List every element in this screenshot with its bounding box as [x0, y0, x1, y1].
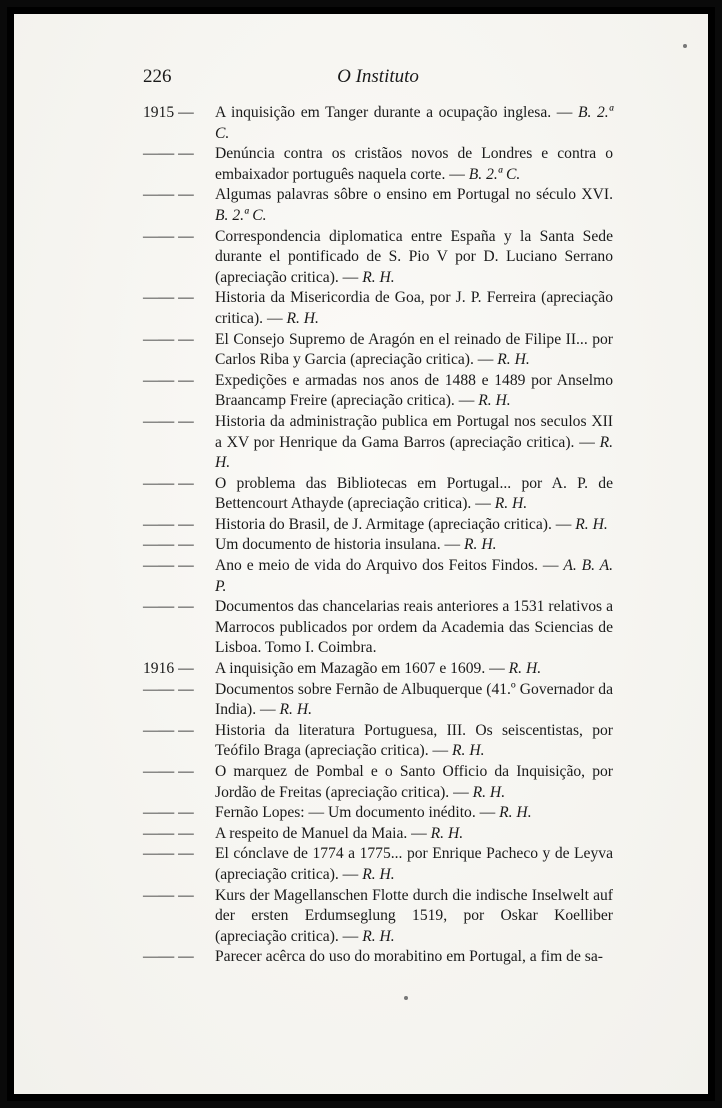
bibliography-entry	[143, 803, 613, 824]
entry-year-dash: —— —	[143, 227, 194, 245]
entry-year-dash: —— —	[143, 557, 194, 575]
entry-title: Documentos sobre Fernão de Albuquerque (41.º Governador da India). —	[215, 680, 613, 719]
page-number: 226	[143, 66, 172, 87]
entry-year-dash: —— —	[143, 886, 194, 904]
entry-year-dash: —— —	[143, 948, 194, 966]
entry-reviewer: R. H.	[215, 433, 613, 472]
entry-reviewer: R. H.	[478, 392, 511, 410]
paper-speck	[683, 44, 687, 48]
entry-title: Fernão Lopes: — Um documento inédito. —	[215, 804, 500, 822]
entry-title: Historia da Misericordia de Goa, por J. P. Ferreira (apreciação critica). —	[215, 289, 613, 327]
bibliography-entry	[143, 844, 613, 885]
entry-year-dash: 1915 —	[143, 104, 194, 121]
entry-title: Ano e meio de vida do Arquivo dos Feitos Findos. —	[215, 557, 564, 575]
entry-reviewer: R. H.	[499, 804, 532, 822]
entry-title: O problema das Bibliotecas em Portugal... por A. P. de Bettencourt Athayde (apreciação critica). —	[215, 474, 613, 513]
entry-year-dash: —— —	[143, 680, 194, 698]
page-header	[143, 66, 613, 90]
bibliography-entry	[143, 886, 613, 948]
bibliography-list	[143, 103, 613, 968]
entry-title: El Consejo Supremo de Aragón en el reinado de Filipe II... por Carlos Riba y Garcia (apreciação critica). —	[215, 330, 613, 369]
bibliography-entry	[143, 824, 613, 845]
entry-year-dash: —— —	[143, 515, 194, 533]
bibliography-entry	[143, 103, 613, 144]
bibliography-entry	[143, 515, 613, 536]
entry-year-dash: —— —	[143, 474, 194, 492]
bibliography-entry	[143, 556, 613, 597]
entry-year-dash: —— —	[143, 845, 194, 863]
running-title: O Instituto	[337, 66, 419, 87]
paper-speck	[404, 996, 408, 1000]
bibliography-entry	[143, 227, 613, 289]
entry-reviewer: R. H.	[472, 783, 506, 801]
bibliography-entry	[143, 412, 613, 474]
entry-title: Algumas palavras sôbre o ensino em Portugal no século XVI.	[215, 186, 613, 204]
entry-year-dash: —— —	[143, 145, 194, 163]
bibliography-entry	[143, 288, 613, 329]
entry-year-dash: 1916 —	[143, 660, 194, 678]
entry-title: Parecer acêrca do uso do morabitino em Portugal, a fim de sa-	[215, 948, 603, 966]
entry-title: Historia da administração publica em Portugal nos seculos XII a XV por Henrique da Gama Barros (apreciação critica). —	[215, 412, 613, 451]
entry-title: A inquisição em Tanger durante a ocupação inglesa. —	[215, 104, 578, 121]
bibliography-entry	[143, 535, 613, 556]
entry-title: Documentos das chancelarias reais anteriores a 1531 relativos a Marrocos publicados por ordem da Academia das Sciencias de Lisboa. Tomo I. Coimbra.	[215, 598, 613, 657]
entry-reviewer: R. H.	[362, 268, 395, 286]
entry-reviewer: R. H.	[494, 495, 528, 513]
entry-title: El cónclave de 1774 a 1775... por Enrique Pacheco y de Leyva (apreciação critica). —	[215, 845, 613, 883]
entry-year-dash: —— —	[143, 371, 194, 389]
entry-reviewer: R. H.	[464, 536, 497, 554]
entry-title: Correspondencia diplomatica entre España y la Santa Sede durante el pontificado de S. Pio V por D. Luciano Serrano (apreciação critica). —	[215, 227, 613, 286]
bibliography-entry	[143, 371, 613, 412]
entry-title: Expedições e armadas nos anos de 1488 e 1489 por Anselmo Braancamp Freire (apreciação critica). —	[215, 371, 613, 410]
entry-reviewer: B. 2.ª C.	[215, 206, 267, 224]
entry-reviewer: R. H.	[508, 660, 542, 678]
bibliography-entry	[143, 721, 613, 762]
bibliography-entry	[143, 597, 613, 659]
bibliography-entry	[143, 144, 613, 185]
bibliography-entry	[143, 659, 613, 680]
entry-year-dash: —— —	[143, 186, 194, 204]
entry-year-dash: —— —	[143, 330, 194, 348]
entry-reviewer: R. H.	[497, 351, 530, 369]
entry-reviewer: R. H.	[452, 742, 485, 760]
entry-title: Historia da literatura Portuguesa, III. Os seiscentistas, por Teófilo Braga (apreciação critica). —	[215, 721, 613, 760]
entry-title: Kurs der Magellanschen Flotte durch die indische Inselwelt auf der ersten Erdumseglung 1519, por Oskar Koelliber (apreciação critica). —	[215, 886, 613, 945]
entry-reviewer: R. H.	[362, 927, 395, 945]
entry-year-dash: —— —	[143, 763, 194, 780]
entry-title: Um documento de historia insulana. —	[215, 536, 465, 554]
entry-reviewer: R. H.	[362, 865, 395, 883]
entry-title: Denúncia contra os cristãos novos de Londres e contra o embaixador português naquela corte. —	[215, 145, 613, 183]
entry-year-dash: —— —	[143, 536, 194, 554]
bibliography-entry	[143, 680, 613, 721]
entry-year-dash: —— —	[143, 824, 194, 842]
entry-reviewer: B. 2.ª C.	[468, 165, 521, 183]
bibliography-entry	[143, 185, 613, 226]
entry-year-dash: —— —	[143, 598, 194, 616]
entry-title: Historia do Brasil, de J. Armitage (apreciação critica). —	[215, 515, 576, 533]
bibliography-entry	[143, 474, 613, 515]
entry-title: O marquez de Pombal e o Santo Officio da Inquisição, por Jordão de Freitas (apreciação critica). —	[215, 763, 613, 801]
bibliography-entry	[143, 762, 613, 803]
entry-reviewer: R. H.	[286, 309, 319, 327]
bibliography-entry	[143, 947, 613, 968]
entry-reviewer: B. 2.ª C.	[215, 104, 613, 142]
entry-title: A respeito de Manuel da Maia. —	[215, 824, 431, 842]
entry-reviewer: R. H.	[575, 515, 608, 533]
entry-title: A inquisição em Mazagão em 1607 e 1609. —	[215, 660, 509, 678]
entry-year-dash: —— —	[143, 289, 194, 307]
entry-year-dash: —— —	[143, 412, 194, 430]
entry-reviewer: A. B. A. P.	[215, 557, 613, 595]
entry-reviewer: R. H.	[279, 701, 313, 719]
entry-year-dash: —— —	[143, 721, 194, 739]
entry-reviewer: R. H.	[430, 824, 464, 842]
entry-year-dash: —— —	[143, 804, 194, 822]
bibliography-entry	[143, 330, 613, 371]
